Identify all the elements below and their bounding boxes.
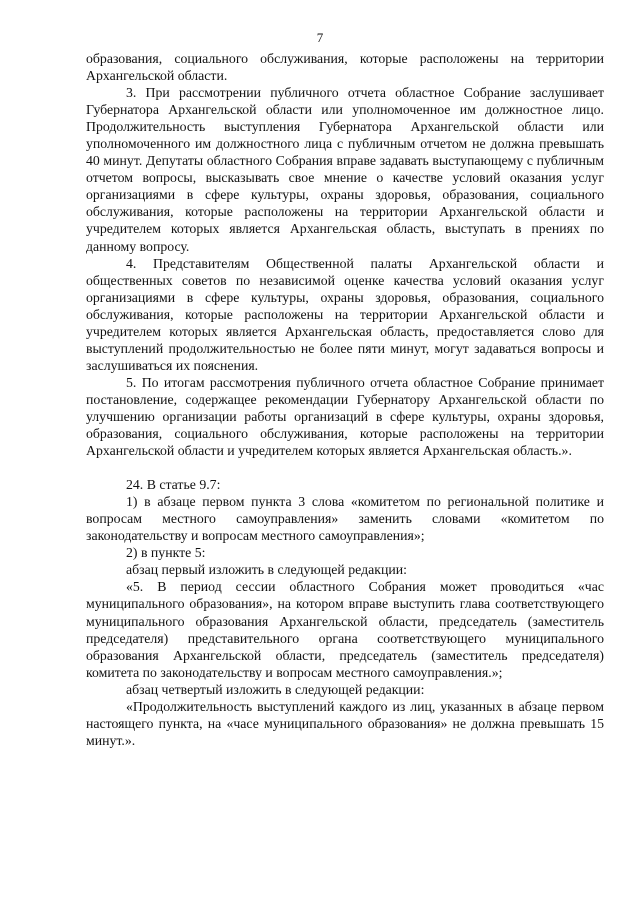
- paragraph-instruction-fourth: абзац четвертый изложить в следующей редакции:: [126, 681, 425, 697]
- paragraph-subitem-2: 2) в пункте 5:: [126, 545, 206, 561]
- paragraph-item-3: 3. При рассмотрении публичного отчета областное Собрание заслушивает Губернатора Архангельской области или уполномоченное им должностное лицо. Продолжительность выступления Губернатора Архангельской области или уполномоченного им должностного лица с публичным отчетом не должна превышать 40 минут. Депутаты областного Собрания вправе задавать выступающему с публичным отчетом вопросы, высказывать свое мнение о качестве условий оказания услуг организациями в сфере культуры, охраны здоровья, образования, социального обслуживания, которые расположены на территории Архангельской области и учредителем которых является Архангельская область, выступать в прениях по данному вопросу.: [86, 85, 604, 254]
- paragraph-new-text-duration: «Продолжительность выступлений каждого из лиц, указанных в абзаце первом настоящего пункта, на «часе муниципального образования» не должна превышать 15 минут.».: [86, 698, 604, 748]
- paragraph-continuation: образования, социального обслуживания, которые расположены на территории Архангельской области.: [86, 51, 604, 84]
- page-number: 7: [316, 30, 324, 45]
- document-body: [86, 50, 604, 749]
- paragraph-new-text-5: «5. В период сессии областного Собрания может проводиться «час муниципального образования», на котором вправе выступить глава соответствующего муниципального образования Архангельской области, председатель (заместитель председателя) представительного органа соответствующего муниципального образования Архангельской области, председатель (заместитель председателя) комитета по законодательству и вопросам местного самоуправления.»;: [86, 579, 604, 680]
- paragraph-subitem-1: 1) в абзаце первом пункта 3 слова «комитетом по региональной политике и вопросам местного самоуправления» заменить словами «комитетом по законодательству и вопросам местного самоуправления»;: [86, 494, 604, 544]
- paragraph-item-5: 5. По итогам рассмотрения публичного отчета областное Собрание принимает постановление, содержащее рекомендации Губернатору Архангельской области по улучшению организации работы организаций в сфере культуры, охраны здоровья, образования, социального обслуживания, которые расположены на территории Архангельской области и учредителем которых является Архангельская область.».: [86, 374, 604, 459]
- paragraph-instruction-first: абзац первый изложить в следующей редакции:: [126, 562, 407, 578]
- paragraph-article-heading: 24. В статье 9.7:: [126, 477, 221, 493]
- paragraph-item-4: 4. Представителям Общественной палаты Архангельской области и общественных советов по независимой оценке качества условий оказания услуг организациями в сфере культуры, охраны здоровья, образования, социального обслуживания, которые расположены на территории Архангельской области и учредителем которых является Архангельская область, предоставляется слово для выступлений продолжительностью не более пяти минут, могут задаваться вопросы и заслушиваться их пояснения.: [86, 255, 604, 373]
